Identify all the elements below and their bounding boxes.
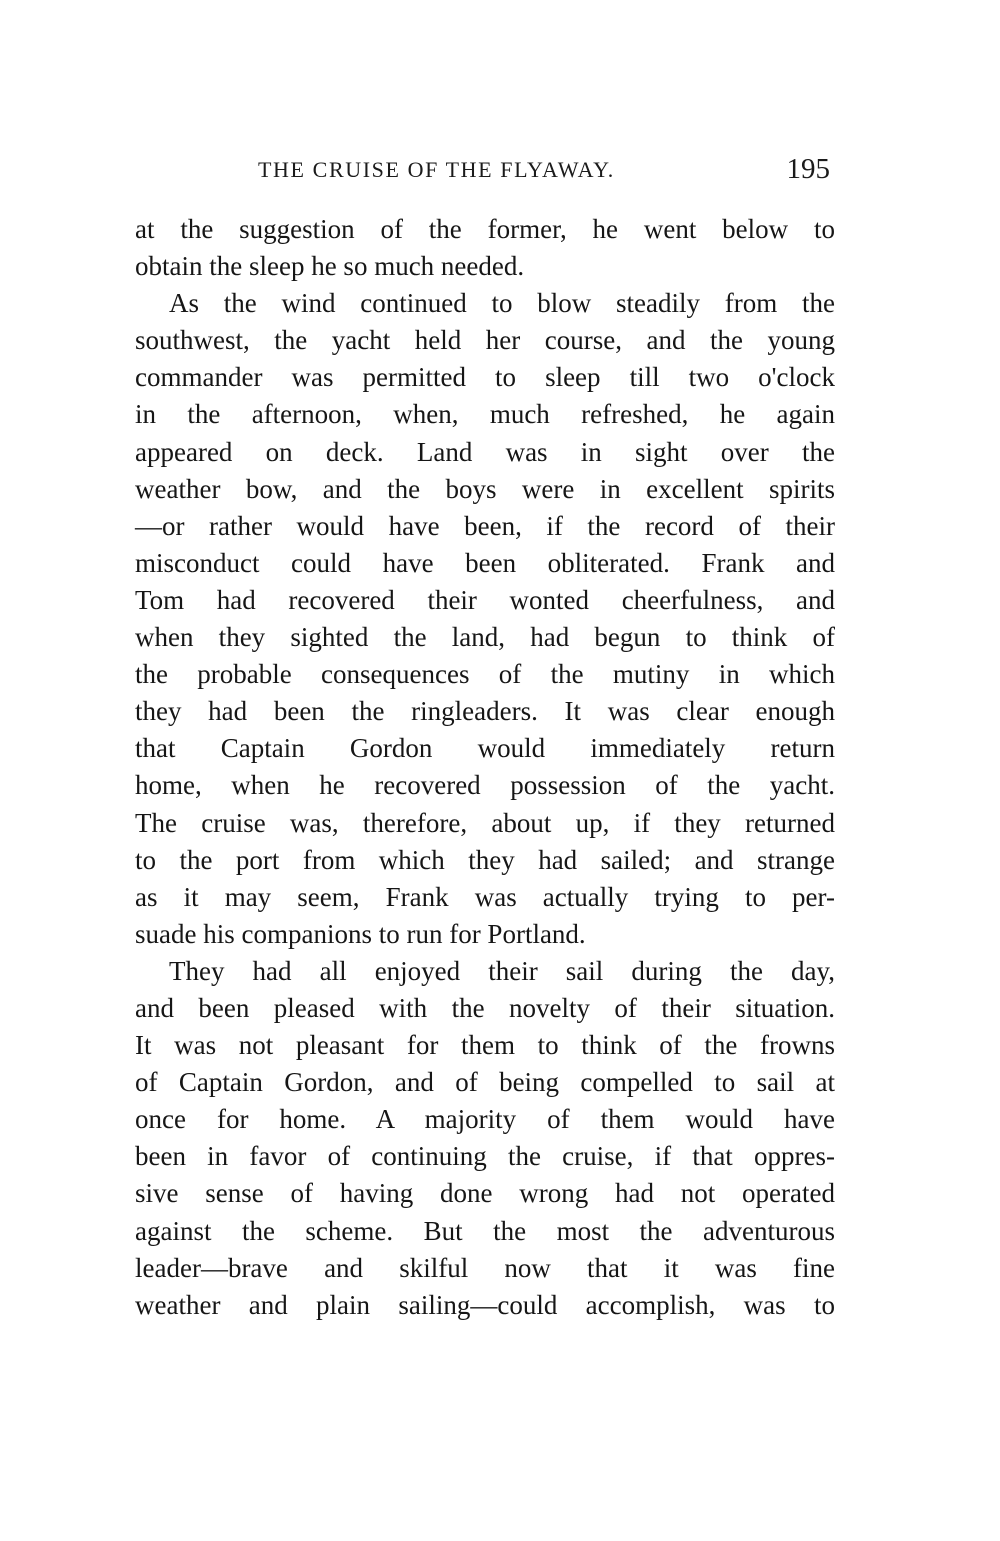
text-line: —or rather would have been, if the record of their	[135, 510, 835, 541]
paragraph	[135, 285, 835, 953]
text-line: suade his companions to run for Portland.	[135, 918, 586, 949]
running-title: THE CRUISE OF THE FLYAWAY.	[258, 157, 615, 182]
text-line: As the wind continued to blow steadily from the	[169, 288, 835, 319]
running-head	[250, 153, 830, 189]
text-line: and been pleased with the novelty of their situation.	[135, 992, 835, 1023]
text-line: weather and plain sailing—could accomplish, was to	[135, 1289, 835, 1320]
text-line: once for home. A majority of them would have	[135, 1104, 835, 1135]
paragraph	[135, 953, 835, 1324]
text-line: appeared on deck. Land was in sight over the	[135, 436, 835, 467]
text-line: been in favor of continuing the cruise, if that oppres-	[135, 1141, 835, 1172]
text-line: that Captain Gordon would immediately return	[135, 733, 835, 764]
text-line: leader—brave and skilful now that it was fine	[135, 1252, 835, 1283]
text-line: to the port from which they had sailed; and strange	[135, 844, 835, 875]
text-line: Tom had recovered their wonted cheerfulness, and	[135, 584, 835, 615]
text-line: the probable consequences of the mutiny in which	[135, 659, 835, 690]
page-number: 195	[786, 153, 830, 185]
text-line: They had all enjoyed their sail during the day,	[169, 955, 835, 986]
text-line: The cruise was, therefore, about up, if they returned	[135, 807, 835, 838]
text-line: misconduct could have been obliterated. Frank and	[135, 547, 835, 578]
text-line: It was not pleasant for them to think of the frowns	[135, 1030, 835, 1061]
text-line: of Captain Gordon, and of being compelled to sail at	[135, 1067, 835, 1098]
text-line: in the afternoon, when, much refreshed, he again	[135, 399, 835, 430]
body-text	[135, 211, 835, 1324]
text-line: they had been the ringleaders. It was clear enough	[135, 696, 835, 727]
text-line: weather bow, and the boys were in excellent spirits	[135, 473, 835, 504]
text-line: against the scheme. But the most the adventurous	[135, 1215, 835, 1246]
text-line: as it may seem, Frank was actually trying to per-	[135, 881, 835, 912]
text-line: when they sighted the land, had begun to think of	[135, 622, 835, 653]
text-line: home, when he recovered possession of the yacht.	[135, 770, 835, 801]
text-line: sive sense of having done wrong had not operated	[135, 1178, 835, 1209]
text-line: obtain the sleep he so much needed.	[135, 251, 525, 282]
paragraph	[135, 211, 835, 285]
text-line: southwest, the yacht held her course, and the young	[135, 325, 835, 356]
text-line: commander was permitted to sleep till two o'clock	[135, 362, 835, 393]
text-line: at the suggestion of the former, he went below to	[135, 214, 835, 244]
